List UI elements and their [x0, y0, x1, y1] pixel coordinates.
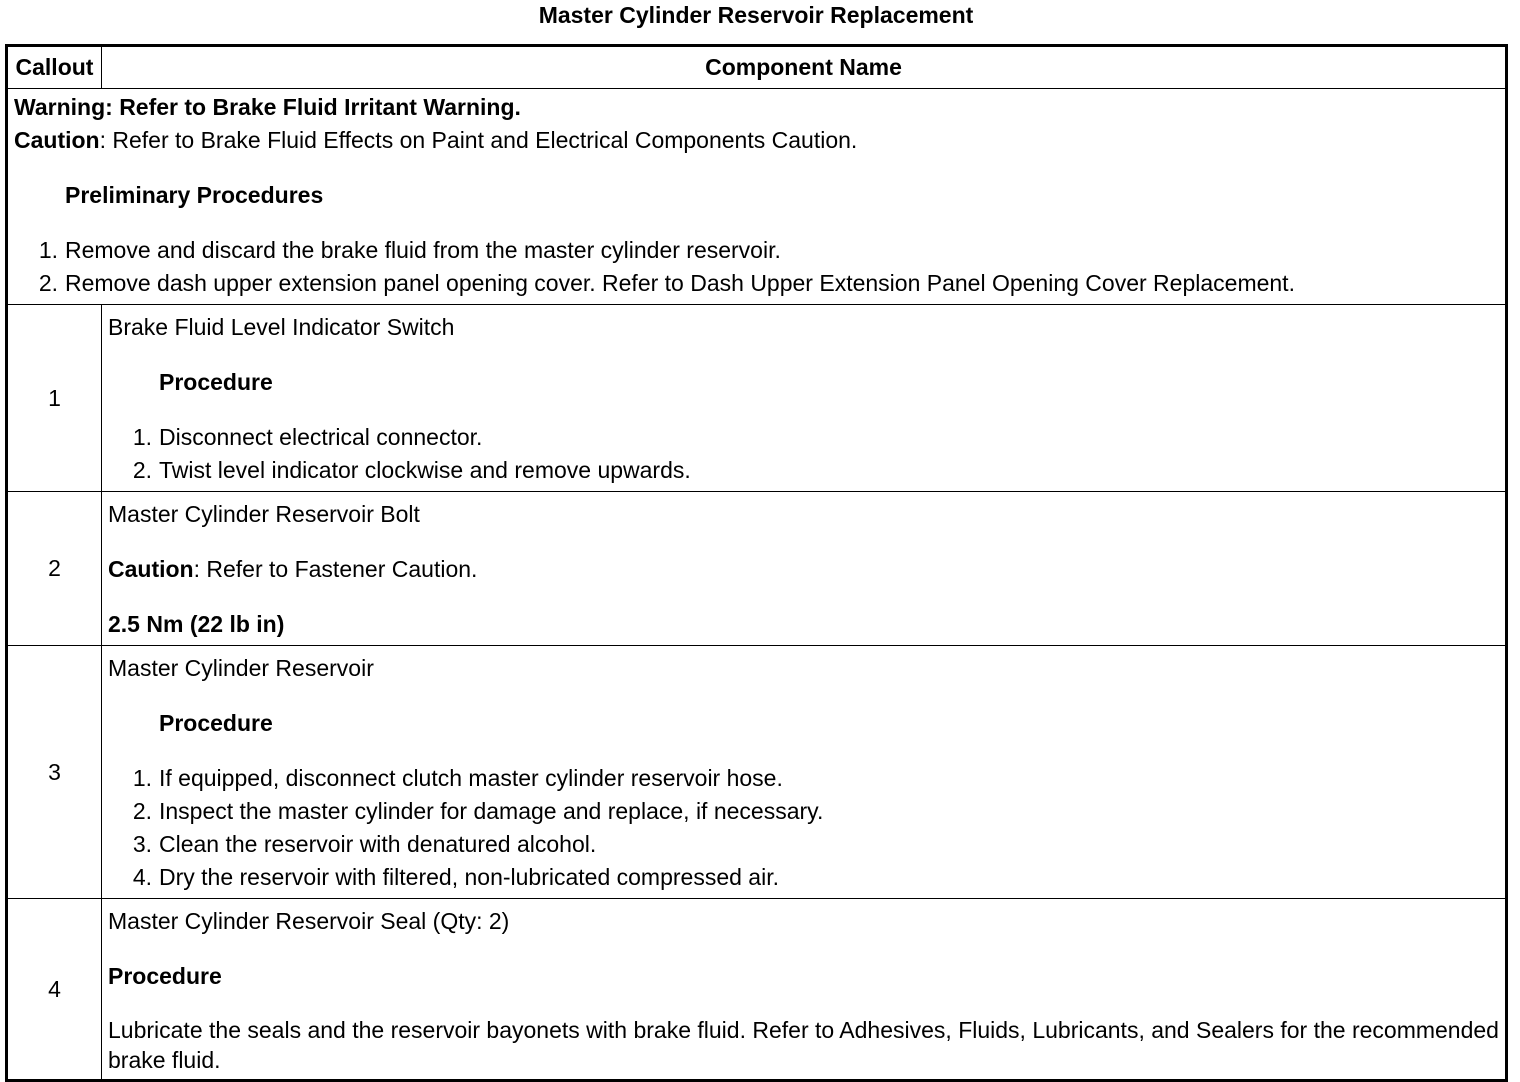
table-row	[7, 492, 1507, 646]
preliminary-cell	[7, 89, 1507, 305]
step-number: 1.	[38, 237, 58, 263]
preliminary-steps	[14, 234, 1499, 300]
callout-cell: 1	[7, 305, 102, 492]
step-text: Inspect the master cylinder for damage and replace, if necessary.	[159, 798, 824, 824]
warning-line	[14, 91, 1499, 124]
step-number: 2.	[132, 798, 152, 824]
component-header: Component Name	[102, 46, 1507, 89]
table-header-row	[7, 46, 1507, 89]
procedure-heading: Procedure	[108, 963, 222, 989]
list-item	[108, 828, 1499, 861]
component-name: Brake Fluid Level Indicator Switch	[108, 314, 455, 340]
caution-text: : Refer to Brake Fluid Effects on Paint and Electrical Components Caution.	[99, 127, 858, 153]
list-item	[108, 795, 1499, 828]
component-name: Master Cylinder Reservoir	[108, 655, 374, 681]
step-text: Disconnect electrical connector.	[159, 424, 483, 450]
callout-cell: 3	[7, 646, 102, 899]
step-number: 3.	[132, 831, 152, 857]
procedure-heading: Procedure	[159, 710, 273, 736]
step-number: 2.	[38, 270, 58, 296]
list-item	[108, 762, 1499, 795]
procedure-heading: Procedure	[159, 369, 273, 395]
component-name: Master Cylinder Reservoir Seal (Qty: 2)	[108, 908, 510, 934]
caution-label: Caution	[14, 127, 100, 153]
step-number: 2.	[132, 457, 152, 483]
component-cell	[102, 305, 1507, 492]
list-item	[14, 267, 1499, 300]
component-cell	[102, 646, 1507, 899]
table-row	[7, 305, 1507, 492]
warning-text: : Refer to Brake Fluid Irritant Warning.	[105, 94, 521, 120]
preliminary-heading: Preliminary Procedures	[65, 182, 324, 208]
step-number: 1.	[132, 424, 152, 450]
warning-label: Warning	[14, 94, 106, 120]
step-text: Remove dash upper extension panel opening cover. Refer to Dash Upper Extension Panel Opening Cover Replacement.	[65, 270, 1295, 296]
torque-spec: 2.5 Nm (22 lb in)	[108, 611, 285, 637]
procedure-table	[5, 44, 1508, 1082]
callout-cell: 4	[7, 899, 102, 1081]
step-number: 4.	[132, 864, 152, 890]
procedure-steps	[108, 421, 1499, 487]
procedure-text: Lubricate the seals and the reservoir bayonets with brake fluid. Refer to Adhesives, Fluids, Lubricants, and Sealers for the recommended brake fluid.	[108, 1017, 1499, 1073]
step-text: Remove and discard the brake fluid from the master cylinder reservoir.	[65, 237, 781, 263]
step-text: Twist level indicator clockwise and remove upwards.	[159, 457, 691, 483]
component-cell	[102, 899, 1507, 1081]
component-name: Master Cylinder Reservoir Bolt	[108, 501, 420, 527]
caution-line	[14, 124, 1499, 157]
page-title: Master Cylinder Reservoir Replacement	[538, 2, 974, 28]
callout-cell: 2	[7, 492, 102, 646]
caution-text: : Refer to Fastener Caution.	[193, 556, 478, 582]
preliminary-row	[7, 89, 1507, 305]
list-item	[108, 454, 1499, 487]
component-cell	[102, 492, 1507, 646]
step-number: 1.	[132, 765, 152, 791]
list-item	[108, 421, 1499, 454]
procedure-steps	[108, 762, 1499, 894]
list-item	[14, 234, 1499, 267]
table-row	[7, 646, 1507, 899]
list-item	[108, 861, 1499, 894]
callout-header: Callout	[7, 46, 102, 89]
caution-label: Caution	[108, 556, 194, 582]
table-row	[7, 899, 1507, 1081]
step-text: If equipped, disconnect clutch master cylinder reservoir hose.	[159, 765, 783, 791]
step-text: Clean the reservoir with denatured alcohol.	[159, 831, 597, 857]
step-text: Dry the reservoir with filtered, non-lubricated compressed air.	[159, 864, 779, 890]
caution-line	[108, 553, 1499, 586]
